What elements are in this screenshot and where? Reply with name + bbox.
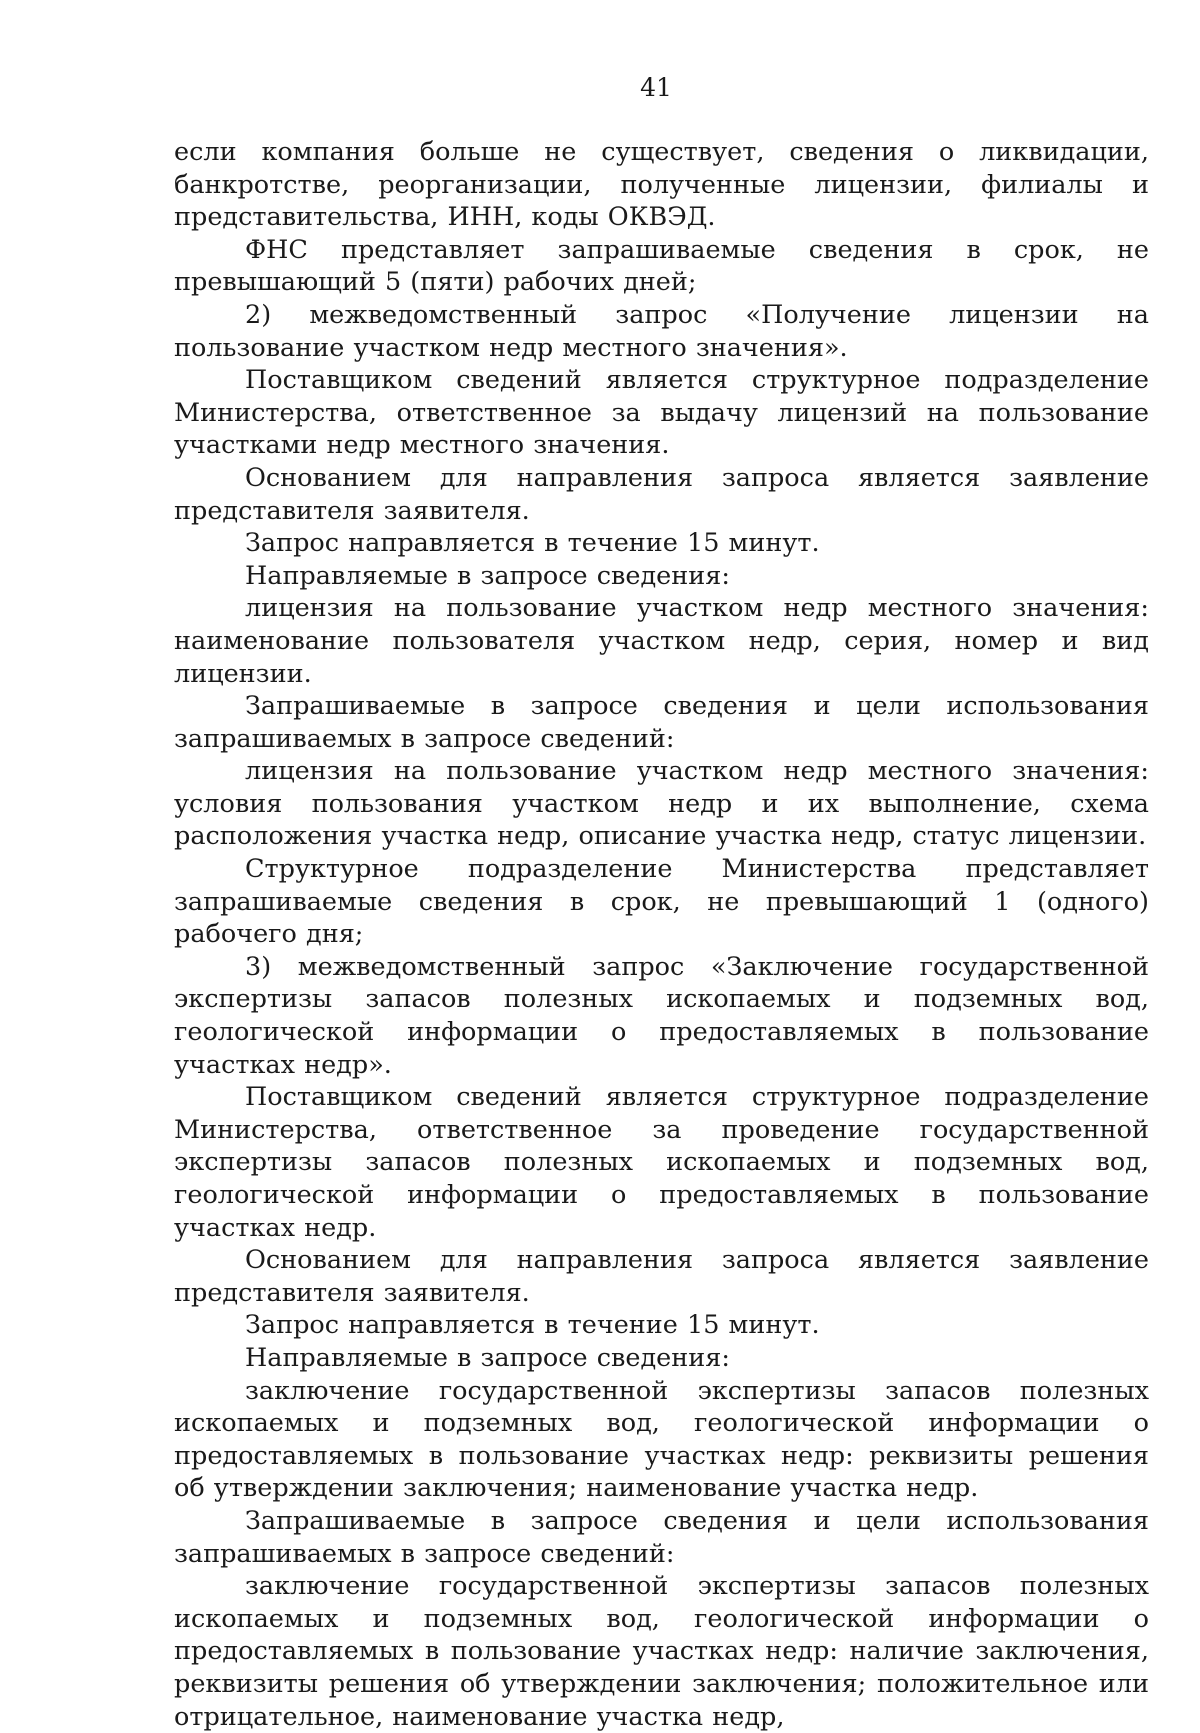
- paragraph: Основанием для направления запроса является заявление представителя заявителя.: [174, 1245, 1149, 1308]
- paragraph: Основанием для направления запроса является заявление представителя заявителя.: [174, 462, 1149, 526]
- paragraph: Запрос направляется в течение 15 минут.: [245, 528, 820, 559]
- paragraph: лицензия на пользование участком недр местного значения: наименование пользователя участком недр, серия, номер и вид лицензии.: [174, 593, 1149, 689]
- page-number: 41: [640, 73, 672, 102]
- paragraph: Поставщиком сведений является структурное подразделение Министерства, ответственное за проведение государственной экспертизы запасов полезных ископаемых и подземных вод, геологической информации о предоставляемых в пользование участках недр.: [174, 1082, 1149, 1243]
- paragraph: заключение государственной экспертизы запасов полезных ископаемых и подземных вод, геологической информации о предоставляемых в пользование участках недр: наличие заключения, реквизиты решения об утверждении заключения; положительное или отрицательное, наименование участка недр,: [174, 1571, 1149, 1732]
- paragraph: 3) межведомственный запрос «Заключение государственной экспертизы запасов полезных ископаемых и подземных вод, геологической информации о предоставляемых в пользование участках недр».: [174, 951, 1149, 1080]
- paragraph: заключение государственной экспертизы запасов полезных ископаемых и подземных вод, геологической информации о предоставляемых в пользование участках недр: реквизиты решения об утверждении заключения; наименование участка недр.: [174, 1375, 1149, 1504]
- paragraph: Запрашиваемые в запросе сведения и цели использования запрашиваемых в запросе сведений:: [174, 691, 1149, 754]
- paragraph: Направляемые в запросе сведения:: [245, 1342, 730, 1373]
- paragraph: 2) межведомственный запрос «Получение лицензии на пользование участком недр местного значения».: [174, 299, 1149, 363]
- paragraph: Направляемые в запросе сведения:: [245, 560, 730, 591]
- paragraph: Поставщиком сведений является структурное подразделение Министерства, ответственное за выдачу лицензий на пользование участками недр местного значения.: [174, 365, 1149, 461]
- paragraph: Структурное подразделение Министерства представляет запрашиваемые сведения в срок, не превышающий 1 (одного) рабочего дня;: [174, 854, 1149, 950]
- paragraph: лицензия на пользование участком недр местного значения: условия пользования участком недр и их выполнение, схема расположения участка недр, описание участка недр, статус лицензии.: [174, 756, 1149, 852]
- document-body: [174, 136, 1149, 1733]
- paragraph: Запрос направляется в течение 15 минут.: [245, 1310, 820, 1341]
- paragraph: ФНС представляет запрашиваемые сведения в срок, не превышающий 5 (пяти) рабочих дней;: [174, 234, 1149, 298]
- paragraph: Запрашиваемые в запросе сведения и цели использования запрашиваемых в запросе сведений:: [174, 1505, 1149, 1569]
- paragraph: если компания больше не существует, сведения о ликвидации, банкротстве, реорганизации, полученные лицензии, филиалы и представительства, ИНН, коды ОКВЭД.: [174, 137, 1149, 233]
